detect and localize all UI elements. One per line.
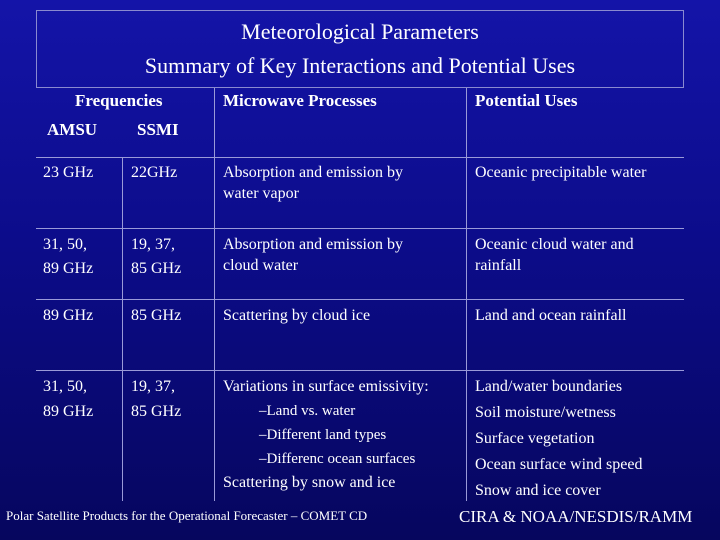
process-cell-line: cloud water [223, 257, 299, 274]
header-frequencies: Frequencies [75, 91, 163, 110]
process-subitem: –Differenc ocean surfaces [259, 451, 416, 467]
uses-cell-line: Oceanic cloud water and [475, 236, 634, 253]
process-cell-line: Absorption and emission by [223, 164, 403, 181]
amsu-cell-line: 31, 50, [43, 378, 87, 395]
column-divider [122, 157, 123, 501]
footer-credit: Polar Satellite Products for the Operational Forecaster – COMET CD [6, 508, 368, 523]
uses-cell-line: Surface vegetation [475, 430, 595, 447]
row-divider [36, 228, 684, 229]
ssmi-cell: 85 GHz [131, 307, 182, 324]
header-uses: Potential Uses [475, 91, 578, 110]
row-divider [36, 299, 684, 300]
footer-organizations: CIRA & NOAA/NESDIS/RAMM [459, 507, 693, 526]
process-subitem: –Different land types [259, 427, 387, 443]
row-divider [36, 370, 684, 371]
ssmi-cell-line: 19, 37, [131, 236, 175, 253]
row-divider [36, 157, 684, 158]
column-divider [214, 88, 215, 501]
title-box [36, 10, 684, 88]
title-line-2: Summary of Key Interactions and Potential Uses [144, 53, 576, 78]
process-cell-line: Variations in surface emissivity: [223, 378, 429, 395]
column-divider [466, 88, 467, 501]
header-amsu: AMSU [47, 120, 98, 139]
amsu-cell-line: 89 GHz [43, 260, 94, 277]
header-ssmi: SSMI [137, 120, 179, 139]
amsu-cell: 89 GHz [43, 307, 94, 324]
ssmi-cell-line: 85 GHz [131, 403, 182, 420]
process-cell: Scattering by cloud ice [223, 307, 371, 324]
uses-cell-line: rainfall [475, 257, 522, 274]
process-cell-line: water vapor [223, 185, 299, 202]
title-line-1: Meteorological Parameters [241, 19, 479, 44]
uses-cell-line: Ocean surface wind speed [475, 456, 643, 473]
amsu-cell-line: 89 GHz [43, 403, 94, 420]
process-cell-line: Scattering by snow and ice [223, 474, 396, 491]
amsu-cell: 23 GHz [43, 164, 94, 181]
ssmi-cell: 22GHz [131, 164, 178, 181]
amsu-cell-line: 31, 50, [43, 236, 87, 253]
process-subitem: –Land vs. water [259, 403, 356, 419]
ssmi-cell-line: 19, 37, [131, 378, 175, 395]
header-processes: Microwave Processes [223, 91, 377, 110]
ssmi-cell-line: 85 GHz [131, 260, 182, 277]
uses-cell-line: Soil moisture/wetness [475, 404, 616, 421]
uses-cell-line: Snow and ice cover [475, 482, 601, 499]
uses-cell: Oceanic precipitable water [475, 164, 647, 181]
process-cell-line: Absorption and emission by [223, 236, 403, 253]
uses-cell: Land and ocean rainfall [475, 307, 627, 324]
uses-cell-line: Land/water boundaries [475, 378, 623, 395]
